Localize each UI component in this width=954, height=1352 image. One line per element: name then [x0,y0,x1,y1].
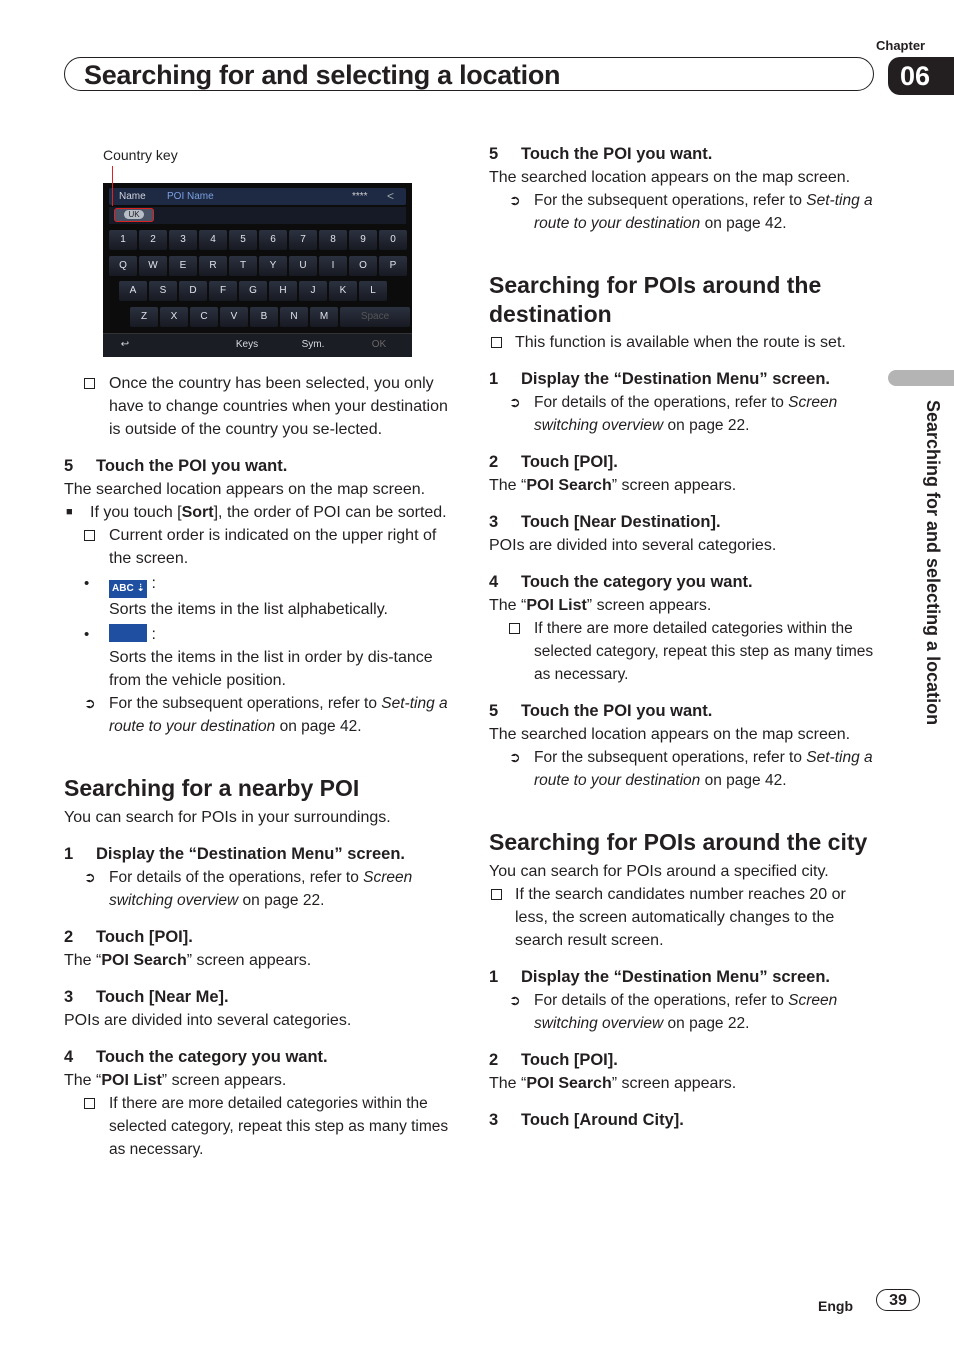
keyboard-key[interactable]: B [250,307,278,327]
step-number: 1 [489,968,499,986]
side-tab-marker [888,370,954,386]
reference-note: For the subsequent operations, refer to Set-ting a route to your destination on page 42. [534,749,873,789]
distance-sort-desc: Sorts the items in the list in order by dis-tance from the vehicle position. [109,649,433,689]
device-name-label: Name [119,191,146,202]
keyboard-key[interactable]: J [299,281,327,301]
device-keys-button[interactable]: Keys [235,339,259,350]
country-badge: UK [124,210,144,219]
keyboard-key[interactable]: O [349,256,377,276]
step-number: 4 [64,1048,74,1066]
device-ok-button[interactable]: OK [371,339,387,350]
step-title: Touch [Around City]. [521,1111,684,1129]
step-text: The “POI List” screen appears. [489,597,712,614]
chapter-number: 06 [888,57,954,95]
step-number: 3 [489,513,499,531]
step-number: 3 [64,988,74,1006]
section-intro: You can search for POIs in your surroundings. [64,809,391,826]
keyboard-key[interactable]: 4 [199,230,227,250]
step-number: 3 [489,1111,499,1129]
keyboard-key[interactable]: V [220,307,248,327]
keyboard-key[interactable]: 2 [139,230,167,250]
step-text: The “POI Search” screen appears. [489,477,737,494]
step-text: The “POI Search” screen appears. [64,952,312,969]
step-title: Touch [POI]. [521,1051,618,1069]
page-number: 39 [876,1289,920,1311]
device-field-label: POI Name [167,191,214,202]
keyboard-key[interactable]: H [269,281,297,301]
step-number: 1 [64,845,74,863]
keyboard-key[interactable]: 1 [109,230,137,250]
sort-note: Current order is indicated on the upper right of the screen. [109,527,437,567]
device-stars: **** [352,191,368,202]
abc-sort-icon: ABC ⇣ [109,580,147,598]
device-top-bar [109,188,406,205]
section-intro: You can search for POIs around a specified city. [489,863,829,880]
reference-note: For the subsequent operations, refer to Set-ting a route to your destination on page 42. [534,192,873,232]
step-title: Touch [Near Destination]. [521,513,721,531]
section-heading-city: Searching for POIs around the city [489,829,868,855]
keyboard-key[interactable]: T [229,256,257,276]
abc-sort-desc: Sorts the items in the list alphabetically. [109,601,388,618]
keyboard-key[interactable]: S [149,281,177,301]
step-note: If there are more detailed categories within the selected category, repeat this step as many times as necessary. [109,1095,449,1158]
keyboard-key[interactable]: 9 [349,230,377,250]
keyboard-key[interactable]: 7 [289,230,317,250]
step-text: POIs are divided into several categories. [489,537,777,554]
step-number: 2 [489,1051,499,1069]
keyboard-key[interactable]: N [280,307,308,327]
device-input-row [109,207,406,224]
section-heading-nearby: Searching for a nearby POI [64,775,360,801]
step-title: Touch the POI you want. [521,145,713,163]
keyboard-key[interactable]: C [190,307,218,327]
step-title: Touch the POI you want. [521,702,713,720]
keyboard-key[interactable]: Z [130,307,158,327]
key-row-qwerty [109,256,406,276]
step-number: 4 [489,573,499,591]
keyboard-key[interactable]: X [160,307,188,327]
callout-leader-line [112,166,113,206]
keyboard-key[interactable]: F [209,281,237,301]
left-column: Once the country has been selected, you only have to change countries when your destination is outside of the country you se-lected. 5 Touch the POI you want. The searched location appears on the map screen. ■ If you touch [Sort], the order of POI can be sorted. Current order is indicated on the upper right of the screen. • ABC ⇣ : Sorts the items in the list alphabetically. • : Sorts the items in the list in order by dis-tance from the vehicle position. ➲ For the subsequent operations, refer to Set-ting a route to your destination on page 42. Searching for a nearby POI You can search for POIs in your surroundings. 1 Display the “Destination Menu” screen. ➲ For details of the operations, refer to Screen switching overview on page 22. 2 Touch [POI]. The “POI Search” screen appears. 3 Touch [Near Me]. POIs are divided into several categories. 4 Touch the category you want. The “POI List” screen appears. If there are more detailed categories within the selected category, repeat this step as many times as necessary. [64,375,449,1158]
step-title: Touch the category you want. [521,573,753,591]
step-text: The “POI Search” screen appears. [489,1075,737,1092]
section-note: If the search candidates number reaches 20 or less, the screen automatically changes to the search result screen. [515,886,846,949]
keyboard-key[interactable]: 0 [379,230,407,250]
key-row-numbers [109,230,406,250]
step-title: Display the “Destination Menu” screen. [521,968,830,986]
step-title: Touch [POI]. [521,453,618,471]
keyboard-key[interactable]: P [379,256,407,276]
right-column: 5 Touch the POI you want. The searched location appears on the map screen. ➲ For the subsequent operations, refer to Set-ting a route to your destination on page 42. Searching for POIs around the destination This function is available when the route is set. 1 Display the “Destination Menu” screen. ➲ For details of the operations, refer to Screen switching overview on page 22. 2 Touch [POI]. The “POI Search” screen appears. 3 Touch [Near Destination]. POIs are divided into several categories. 4 Touch the category you want. The “POI List” screen appears. If there are more detailed categories within the selected category, repeat this step as many times as necessary. 5 Touch the POI you want. The searched location appears on the map screen. ➲ For the subsequent operations, refer to Set-ting a route to your destination on page 42. Searching for POIs around the city You can search for POIs around a specified city. If the search candidates number reaches 20 or less, the screen automatically changes to the search result screen. 1 Display the “Destination Menu” screen. ➲ For details of the operations, refer to Screen switching overview on page 22. 2 Touch [POI]. The “POI Search” screen appears. 3 Touch [Around City]. [489,143,874,1132]
step-number: 2 [489,453,499,471]
step-text: The searched location appears on the map screen. [489,169,851,186]
keyboard-key[interactable]: U [289,256,317,276]
keyboard-key[interactable]: W [139,256,167,276]
page-title: Searching for and selecting a location [84,60,561,90]
keyboard-key[interactable]: K [329,281,357,301]
country-key-callout: Country key [103,147,178,163]
step-title: Display the “Destination Menu” screen. [96,845,405,863]
step-title: Display the “Destination Menu” screen. [521,370,830,388]
step-note: If there are more detailed categories within the selected category, repeat this step as many times as necessary. [534,620,874,683]
keyboard-key[interactable]: 5 [229,230,257,250]
step-number: 5 [489,702,499,720]
device-back-icon[interactable]: < [387,189,395,203]
keyboard-key[interactable]: D [179,281,207,301]
reference-note: For the subsequent operations, refer to Set-ting a route to your destination on page 42. [109,695,448,735]
key-row-zxcv [109,307,406,327]
country-note: Once the country has been selected, you only have to change countries when your destination is outside of the country you se-lected. [109,375,448,438]
keyboard-key[interactable]: I [319,256,347,276]
step-number: 2 [64,928,74,946]
device-bottom-bar [103,333,412,357]
step-title: Touch [Near Me]. [96,988,229,1006]
reference-note: For details of the operations, refer to Screen switching overview on page 22. [534,394,838,434]
step-title: Touch the POI you want. [96,457,288,475]
step-text: The searched location appears on the map screen. [64,481,426,498]
sort-text: If you touch [Sort], the order of POI can be sorted. [90,504,447,521]
device-sym-button[interactable]: Sym. [301,339,325,350]
reference-note: For details of the operations, refer to Screen switching overview on page 22. [109,869,413,909]
keyboard-key[interactable]: E [169,256,197,276]
step-text: The searched location appears on the map screen. [489,726,851,743]
chapter-label: Chapter [876,38,926,53]
keyboard-key[interactable]: 3 [169,230,197,250]
keyboard-key[interactable]: 6 [259,230,287,250]
section-heading-destination: Searching for POIs around the destination [489,272,822,327]
reference-note: For details of the operations, refer to Screen switching overview on page 22. [534,992,838,1032]
keyboard-key[interactable]: Q [109,256,137,276]
key-row-asdf [109,281,406,301]
footer-language: Engb [818,1298,853,1314]
step-title: Touch the category you want. [96,1048,328,1066]
step-title: Touch [POI]. [96,928,193,946]
keyboard-key[interactable]: R [199,256,227,276]
keyboard-key[interactable]: 8 [319,230,347,250]
keyboard-key[interactable]: A [119,281,147,301]
keyboard-key[interactable]: L [359,281,387,301]
step-number: 5 [64,457,74,475]
keyboard-key[interactable]: M [310,307,338,327]
step-text: POIs are divided into several categories. [64,1012,352,1029]
side-tab-text: Searching for and selecting a location [923,400,943,726]
device-screenshot [103,183,412,356]
step-text: The “POI List” screen appears. [64,1072,287,1089]
step-number: 5 [489,145,499,163]
distance-sort-icon [109,624,147,642]
keyboard-key[interactable]: G [239,281,267,301]
section-note: This function is available when the route is set. [515,334,846,351]
keyboard-key[interactable]: Space [340,307,410,327]
device-return-button[interactable]: ↩ [120,339,130,350]
step-number: 1 [489,370,499,388]
keyboard-key[interactable]: Y [259,256,287,276]
country-key-button[interactable] [114,208,154,222]
